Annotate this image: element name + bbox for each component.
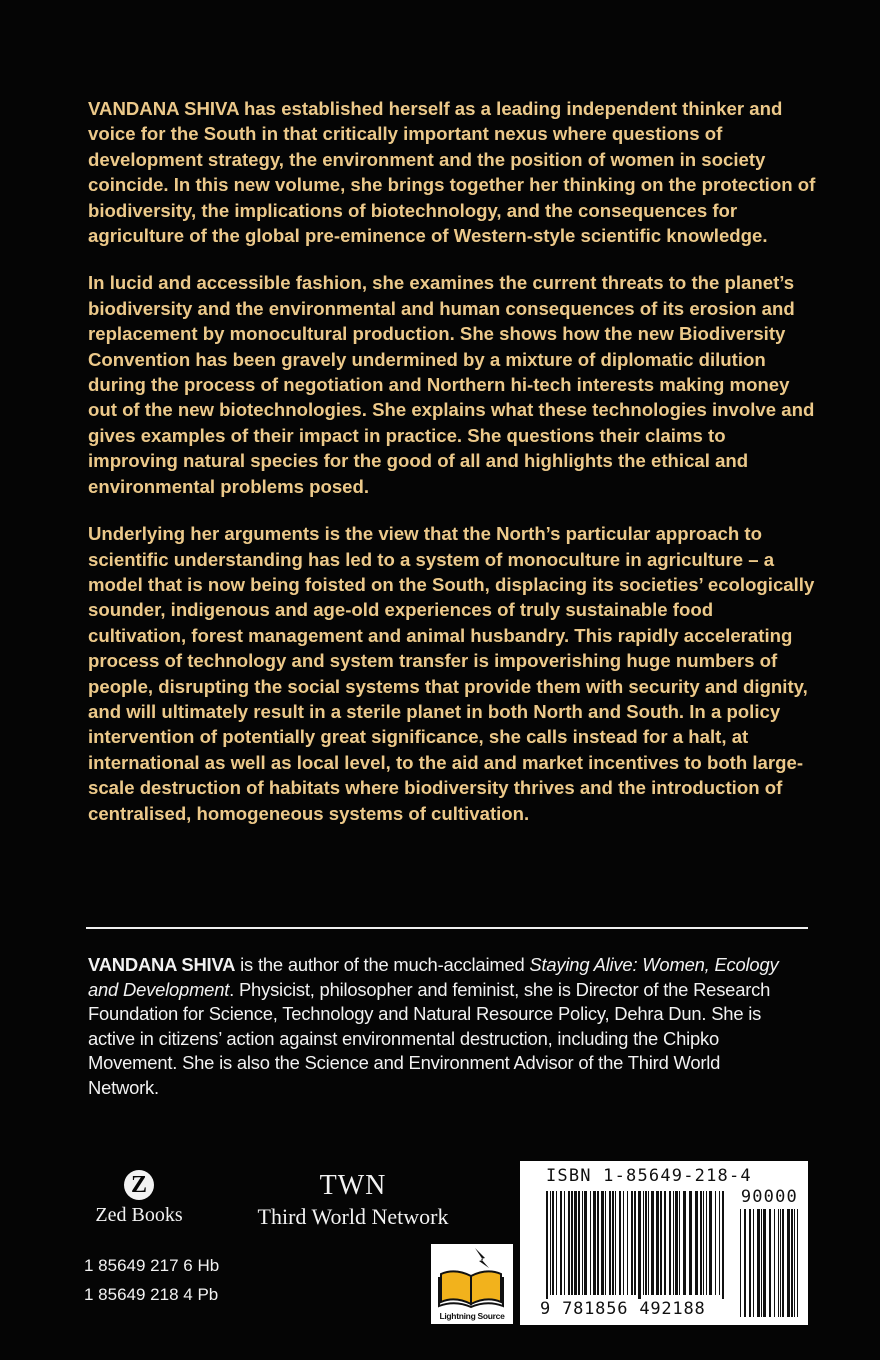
barcode-isbn: ISBN 1-85649-218-4 bbox=[546, 1166, 752, 1186]
barcode-addon-bar bbox=[749, 1209, 751, 1317]
barcode-addon-bar bbox=[782, 1209, 784, 1317]
barcode-addon-bar bbox=[797, 1209, 798, 1317]
barcode-addon-bar bbox=[744, 1209, 746, 1317]
barcode-bar bbox=[634, 1191, 636, 1295]
twn-full-name: Third World Network bbox=[257, 1204, 449, 1229]
barcode-bar bbox=[564, 1191, 565, 1295]
barcode-ean-digits: 9 781856 492188 bbox=[540, 1299, 706, 1319]
barcode-bar bbox=[703, 1191, 704, 1295]
barcode-bar bbox=[651, 1191, 654, 1295]
zed-books-name: Zed Books bbox=[95, 1204, 183, 1226]
isbn-hardback: 1 85649 217 6 Hb bbox=[84, 1256, 220, 1275]
barcode-bar bbox=[609, 1191, 611, 1295]
barcode-bar bbox=[664, 1191, 666, 1295]
barcode-bar bbox=[631, 1191, 633, 1295]
barcode-addon-bar bbox=[753, 1209, 754, 1317]
barcode-bar bbox=[643, 1191, 644, 1295]
barcode-bar bbox=[578, 1191, 580, 1295]
barcode-bar bbox=[605, 1191, 606, 1295]
barcode-addon-bar bbox=[787, 1209, 790, 1317]
open-book-icon bbox=[431, 1244, 513, 1310]
barcode-bar bbox=[597, 1191, 599, 1295]
barcode-bar bbox=[656, 1191, 659, 1295]
barcode-bar bbox=[645, 1191, 647, 1295]
zed-logo-icon: Z bbox=[124, 1170, 154, 1200]
barcode-addon-bar bbox=[778, 1209, 779, 1317]
blurb-paragraph-2: In lucid and accessible fashion, she examines the current threats to the planet’s biodiversity and the environmental and human consequences of its erosion and replacement by monocultural production. She shows how the new Biodiversity Convention has been gravely undermined by a mixture of diplomatic dilution during the process of negotiation and Northern hi-tech interests making money out of the new biotechnologies. She explains what these technologies involve and gives examples of their impact in practice. She questions their claims to improving natural species for the good of all and highlights the ethical and environmental problems posed. bbox=[88, 272, 815, 497]
author-name: VANDANA SHIVA bbox=[88, 954, 236, 975]
barcode-bar bbox=[619, 1191, 621, 1295]
barcode-bar bbox=[715, 1191, 716, 1295]
barcode-bar bbox=[590, 1191, 591, 1295]
barcode-bar bbox=[556, 1191, 557, 1295]
barcode-bar bbox=[623, 1191, 624, 1295]
barcode-addon-bar bbox=[780, 1209, 781, 1317]
barcode-bar bbox=[574, 1191, 577, 1295]
barcode-bar bbox=[627, 1191, 628, 1295]
barcode-bar bbox=[683, 1191, 686, 1295]
barcode-addon-bar bbox=[740, 1209, 741, 1317]
barcode-bar bbox=[638, 1191, 641, 1299]
barcode-addon-bar bbox=[791, 1209, 793, 1317]
barcode-bar bbox=[709, 1191, 712, 1295]
barcode-bar bbox=[695, 1191, 698, 1295]
barcode-bar bbox=[689, 1191, 692, 1295]
barcode-addon-bar bbox=[769, 1209, 771, 1317]
barcode-bar bbox=[560, 1191, 562, 1295]
lightning-source-logo bbox=[431, 1244, 513, 1324]
barcode-bar bbox=[679, 1191, 680, 1295]
third-world-network-logo bbox=[240, 1170, 466, 1230]
barcode-bar bbox=[700, 1191, 702, 1295]
bio-intro: is the author of the much-acclaimed bbox=[235, 954, 530, 975]
barcode-bar bbox=[550, 1191, 551, 1295]
barcode-bar bbox=[615, 1191, 616, 1295]
blurb-paragraph-1: VANDANA SHIVA has established herself as a leading independent thinker and voice for the South in that critically important nexus where questions of development strategy, the environment and the position of women in society coincide. In this new volume, she brings together her thinking on the protection of biodiversity, the implications of biotechnology, and the consequences for agriculture of the global pre-eminence of Western-style scientific knowledge. bbox=[88, 98, 816, 247]
barcode-bar bbox=[648, 1191, 649, 1295]
blurb-paragraph-3: Underlying her arguments is the view that the North’s particular approach to scientific understanding has led to a system of monoculture in agriculture – a model that is now being foisted on the South, displacing its societies’ ecologically sounder, indigenous and age-old experiences of truly sustainable food cultivation, forest management and animal husbandry. This rapidly accelerating process of technology and system transfer is impoverishing huge numbers of people, disrupting the social systems that provide them with security and dignity, and will ultimately result in a sterile planet in both North and South. In a policy intervention of potentially great significance, she calls instead for a halt, at international as well as local level, to the aid and market incentives to both large-scale destruction of habitats where biodiversity thrives and the introduction of centralised, homogeneous systems of cultivation. bbox=[88, 523, 815, 824]
barcode-bar bbox=[571, 1191, 573, 1295]
barcode-bar bbox=[546, 1191, 548, 1299]
barcode-bar bbox=[706, 1191, 707, 1295]
lightning-source-label: Lightning Source bbox=[439, 1311, 505, 1321]
barcode-bar bbox=[719, 1191, 720, 1295]
barcode-addon-bar bbox=[774, 1209, 775, 1317]
barcode-bar bbox=[552, 1191, 554, 1295]
barcode-bar bbox=[612, 1191, 614, 1295]
barcode-bar bbox=[593, 1191, 596, 1295]
barcode-addon-bar bbox=[757, 1209, 760, 1317]
divider-rule bbox=[86, 927, 808, 929]
barcode-price-code: 90000 bbox=[740, 1187, 798, 1207]
barcode-bar bbox=[584, 1191, 587, 1295]
barcode-addon-bar bbox=[761, 1209, 762, 1317]
author-bio bbox=[88, 953, 788, 1101]
barcode-bar bbox=[568, 1191, 570, 1295]
barcode-addon-bar bbox=[763, 1209, 766, 1317]
barcode-addon-bar bbox=[794, 1209, 795, 1317]
barcode-bar bbox=[669, 1191, 671, 1295]
book-title: Staying Alive: Women, Ecology and Development bbox=[88, 954, 779, 1000]
bio-rest: . Physicist, philosopher and feminist, she is Director of the Research Foundation for Science, Technology and Natural Resource Policy, Dehra Dun. She is active in citizens’ action against environmental destruction, including the Chipko Movement. She is also the Science and Environment Advisor of the Third World Network. bbox=[88, 978, 771, 1098]
barcode-bar bbox=[582, 1191, 583, 1295]
blurb-text bbox=[88, 96, 816, 848]
barcode-bar bbox=[673, 1191, 674, 1295]
barcode-bar bbox=[675, 1191, 678, 1295]
isbn-paperback: 1 85649 218 4 Pb bbox=[84, 1285, 219, 1304]
lightning-bolt-icon bbox=[475, 1248, 489, 1268]
barcode-bar bbox=[722, 1191, 724, 1299]
barcode bbox=[520, 1161, 808, 1325]
twn-abbreviation: TWN bbox=[319, 1170, 387, 1201]
zed-books-logo bbox=[84, 1170, 194, 1227]
barcode-bar bbox=[660, 1191, 662, 1295]
barcode-bar bbox=[601, 1191, 604, 1295]
